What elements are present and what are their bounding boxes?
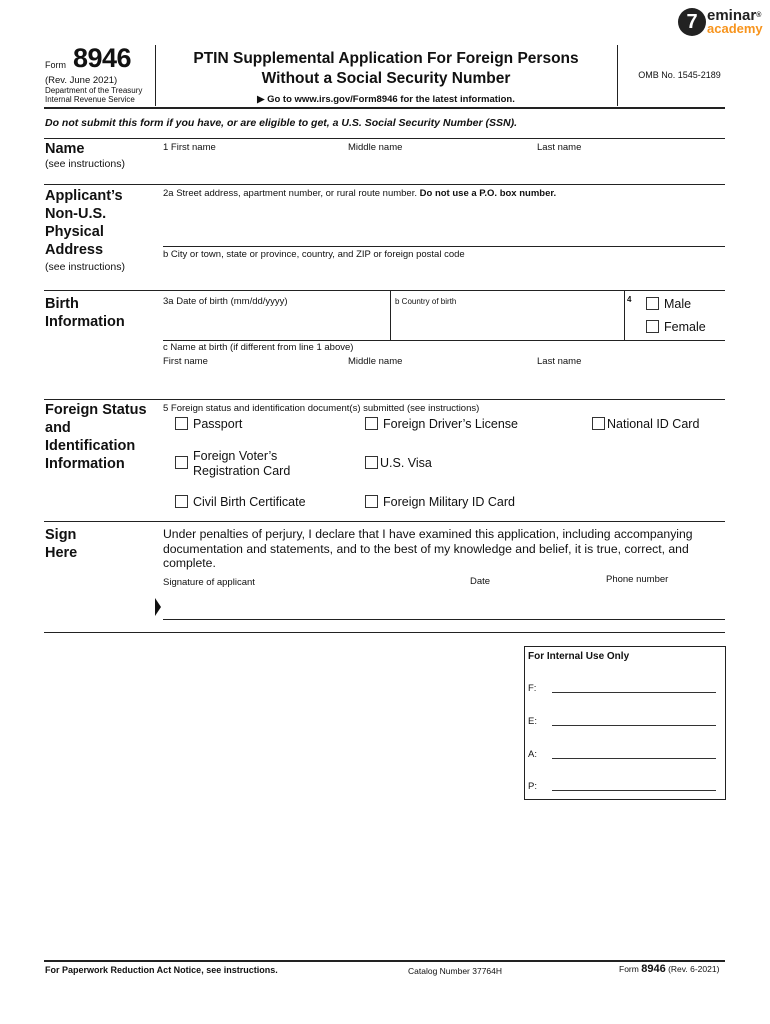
drivers-license-option[interactable] xyxy=(365,417,518,431)
form-title-line1: PTIN Supplemental Application For Foreign Persons xyxy=(193,50,579,67)
internal-p-label: P: xyxy=(528,781,537,792)
sign-arrow-icon xyxy=(155,598,161,616)
voter-card-label-1: Foreign Voter’s xyxy=(193,449,278,463)
department: Department of the Treasury xyxy=(45,86,143,95)
national-id-checkbox[interactable] xyxy=(592,417,605,430)
drivers-license-checkbox[interactable] xyxy=(365,417,378,430)
female-option[interactable] xyxy=(646,320,706,334)
national-id-label: National ID Card xyxy=(607,417,700,431)
foreign-title-1: Foreign Status xyxy=(45,402,147,418)
form-number: 8946 xyxy=(73,43,132,73)
form-title-line2: Without a Social Security Number xyxy=(261,70,511,87)
address-title-1: Applicant’s xyxy=(45,188,123,204)
first-name-label: 1 First name xyxy=(163,142,216,153)
us-visa-label: U.S. Visa xyxy=(380,456,432,470)
logo-circle-icon: 7 xyxy=(678,8,706,36)
birth-certificate-checkbox[interactable] xyxy=(175,495,188,508)
birth-middle-name-label: Middle name xyxy=(348,356,403,367)
signature-label: Signature of applicant xyxy=(163,577,255,588)
internal-use-box xyxy=(524,646,726,800)
voter-card-label-2: Registration Card xyxy=(193,464,291,478)
internal-f-label: F: xyxy=(528,683,537,694)
birth-certificate-label: Civil Birth Certificate xyxy=(193,495,306,509)
form-word: Form xyxy=(45,60,66,70)
voter-card-option[interactable] xyxy=(175,449,290,479)
footer-form-id: Form 8946 (Rev. 6-2021) xyxy=(619,963,720,975)
voter-card-checkbox[interactable] xyxy=(175,456,188,469)
internal-e-line[interactable] xyxy=(552,725,716,726)
dob-input[interactable] xyxy=(163,308,389,338)
address-section-sub: (see instructions) xyxy=(45,261,125,273)
city-input[interactable] xyxy=(163,261,725,287)
line-4-label: 4 xyxy=(627,295,632,304)
line-5-label: 5 Foreign status and identification document(s) submitted (see instructions) xyxy=(163,403,480,414)
us-visa-checkbox[interactable] xyxy=(365,456,378,469)
foreign-title-3: Identification xyxy=(45,438,136,454)
us-visa-option[interactable] xyxy=(365,456,432,470)
perjury-statement: Under penalties of perjury, I declare that I have examined this application, including accompanying documentation and statements, and to the best of my knowledge and belief, it is true, correct, and complete. xyxy=(163,527,693,570)
passport-option[interactable] xyxy=(175,417,242,431)
male-label: Male xyxy=(664,297,692,311)
birth-first-name-label: First name xyxy=(163,356,208,367)
address-title-2: Non-U.S. xyxy=(45,206,107,222)
logo-line2: academy xyxy=(707,21,763,36)
omb-number: OMB No. 1545-2189 xyxy=(638,70,721,80)
name-at-birth-label: c Name at birth (if different from line 1 above) xyxy=(163,342,354,353)
military-id-label: Foreign Military ID Card xyxy=(383,495,515,509)
paperwork-notice: For Paperwork Reduction Act Notice, see instructions. xyxy=(45,965,278,975)
last-name-label: Last name xyxy=(537,142,582,153)
birth-last-name-label: Last name xyxy=(537,356,582,367)
birth-title-1: Birth xyxy=(45,296,79,312)
name-at-birth-input[interactable] xyxy=(163,368,725,396)
logo-line1: eminar xyxy=(707,7,757,24)
ssn-notice: Do not submit this form if you have, or are eligible to get, a U.S. Social Security Number (SSN). xyxy=(45,117,517,129)
irs-link-instruction: ▶ Go to www.irs.gov/Form8946 for the latest information. xyxy=(257,94,515,105)
dob-label: 3a Date of birth (mm/dd/yyyy) xyxy=(163,296,288,307)
male-option[interactable] xyxy=(646,297,691,311)
female-label: Female xyxy=(664,320,706,334)
date-label: Date xyxy=(470,576,491,587)
catalog-number: Catalog Number 37764H xyxy=(408,966,503,976)
name-section-title: Name xyxy=(45,141,85,157)
male-checkbox[interactable] xyxy=(646,297,659,310)
signature-input[interactable] xyxy=(163,590,725,618)
middle-name-label: Middle name xyxy=(348,142,403,153)
street-address-label: 2a Street address, apartment number, or rural route number. Do not use a P.O. box number. xyxy=(163,188,557,199)
military-id-option[interactable] xyxy=(365,495,515,509)
internal-use-title: For Internal Use Only xyxy=(528,651,630,662)
sign-title-1: Sign xyxy=(45,527,77,543)
passport-checkbox[interactable] xyxy=(175,417,188,430)
phone-label: Phone number xyxy=(606,574,669,585)
street-address-input[interactable] xyxy=(163,200,725,245)
foreign-title-4: Information xyxy=(45,456,125,472)
city-label: b City or town, state or province, country, and ZIP or foreign postal code xyxy=(163,249,465,260)
country-of-birth-input[interactable] xyxy=(395,308,623,338)
foreign-title-2: and xyxy=(45,420,71,436)
drivers-license-label: Foreign Driver’s License xyxy=(383,417,519,431)
birth-certificate-option[interactable] xyxy=(175,495,306,509)
passport-label: Passport xyxy=(193,417,243,431)
address-title-3: Physical xyxy=(45,224,104,240)
agency: Internal Revenue Service xyxy=(45,95,135,104)
seminar-academy-logo xyxy=(678,6,766,38)
national-id-option[interactable] xyxy=(592,417,699,431)
internal-a-label: A: xyxy=(528,749,537,760)
country-of-birth-label: b Country of birth xyxy=(395,297,457,306)
revision: (Rev. June 2021) xyxy=(45,75,118,86)
internal-a-line[interactable] xyxy=(552,758,716,759)
internal-f-line[interactable] xyxy=(552,692,716,693)
military-id-checkbox[interactable] xyxy=(365,495,378,508)
female-checkbox[interactable] xyxy=(646,320,659,333)
name-section-sub: (see instructions) xyxy=(45,158,125,170)
birth-title-2: Information xyxy=(45,314,125,330)
logo-reg: ® xyxy=(756,12,762,19)
internal-e-label: E: xyxy=(528,716,537,727)
internal-p-line[interactable] xyxy=(552,790,716,791)
address-title-4: Address xyxy=(45,242,104,258)
sign-title-2: Here xyxy=(45,545,78,561)
name-input-area[interactable] xyxy=(163,153,725,183)
